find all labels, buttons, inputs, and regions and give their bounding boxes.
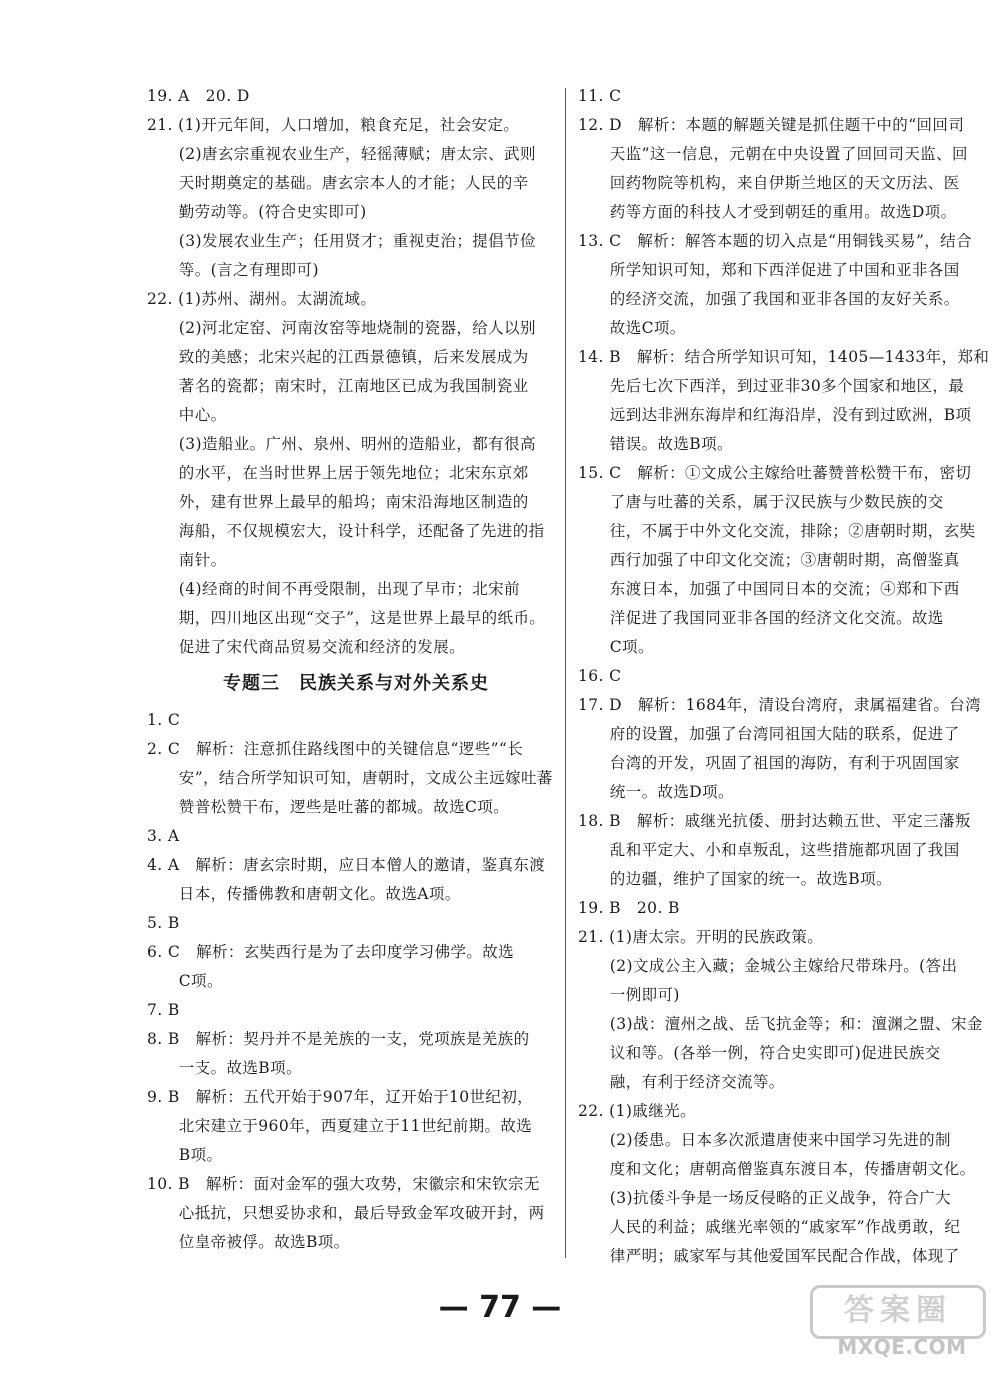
answer-line: 一支。故选B项。 <box>147 1059 302 1077</box>
answer-line: 中心。 <box>147 406 227 424</box>
right-answers <box>578 82 996 1271</box>
answer-line: 勤劳动等。(符合史实即可) <box>147 203 367 221</box>
answer-line: 5. B <box>147 914 180 932</box>
answer-line: 人民的利益；戚继光率领的“戚家军”作战勇敢，纪 <box>578 1218 961 1236</box>
answer-line: (3)战：澶州之战、岳飞抗金等；和：澶渊之盟、宋金 <box>578 1015 983 1033</box>
answer-line: 远到达非洲东海岸和红海沿岸，没有到过欧洲，B项 <box>578 406 972 424</box>
answer-line: (2)文成公主入藏；金城公主嫁给尺带珠丹。(答出 <box>578 957 958 975</box>
left-answers-bottom <box>147 706 565 1257</box>
answer-line: 了唐与吐蕃的关系，属于汉民族与少数民族的交 <box>578 493 944 511</box>
answer-line: 天监”这一信息，元朝在中央设置了回回司天监、回 <box>578 145 968 163</box>
answer-line: 期，四川地区出现“交子”，这是世界上最早的纸币。 <box>147 609 546 627</box>
answer-line: 日本，传播佛教和唐朝文化。故选A项。 <box>147 885 461 903</box>
column-divider <box>565 88 566 1258</box>
answer-line: 21. (1)开元年间，人口增加，粮食充足，社会安定。 <box>147 116 520 134</box>
answer-line: 往，不属于中外文化交流，排除；②唐朝时期，玄奘 <box>578 522 976 540</box>
answer-line: 错误。故选B项。 <box>578 435 733 453</box>
answer-line: 15. C 解析：①文成公主嫁给吐蕃赞普松赞干布，密切 <box>578 464 972 482</box>
answer-line: 东渡日本，加强了中国同日本的交流；④郑和下西 <box>578 580 960 598</box>
answer-line: 致的美感；北宋兴起的江西景德镇，后来发展成为 <box>147 348 529 366</box>
answer-line: 乱和平定大、小和卓叛乱，这些措施都巩固了我国 <box>578 841 960 859</box>
answer-line: 12. D 解析：本题的解题关键是抓住题干中的“回回司 <box>578 116 965 134</box>
answer-line: 22. (1)戚继光。 <box>578 1102 696 1120</box>
answer-line: 2. C 解析：注意抓住路线图中的关键信息“逻些”“长 <box>147 740 524 758</box>
answer-line: 统一。故选D项。 <box>578 783 734 801</box>
answer-line: 19. B 20. B <box>578 899 680 917</box>
answer-line: 21. (1)唐太宗。开明的民族政策。 <box>578 928 824 946</box>
section-title: 专题三 民族关系与对外关系史 <box>223 673 489 694</box>
answer-line: 位皇帝被俘。故选B项。 <box>147 1233 350 1251</box>
answer-line: 1. C <box>147 711 181 729</box>
answer-line: 故选C项。 <box>578 319 686 337</box>
left-column <box>147 82 565 1257</box>
answer-line: 3. A <box>147 827 180 845</box>
answer-line: 4. A 解析：唐玄宗时期，应日本僧人的邀请，鉴真东渡 <box>147 856 546 874</box>
answer-line: 8. B 解析：契丹并不是羌族的一支，党项族是羌族的 <box>147 1030 530 1048</box>
answer-line: 西行加强了中印文化交流；③唐朝时期，高僧鉴真 <box>578 551 960 569</box>
answer-line: 天时期奠定的基础。唐玄宗本人的才能；人民的辛 <box>147 174 529 192</box>
answer-line: (2)唐玄宗重视农业生产，轻徭薄赋；唐太宗、武则 <box>147 145 536 163</box>
answer-line: 等。(言之有理即可) <box>147 261 319 279</box>
answer-line: (2)河北定窑、河南汝窑等地烧制的瓷器，给人以别 <box>147 319 536 337</box>
answer-line: 6. C 解析：玄奘西行是为了去印度学习佛学。故选 <box>147 943 515 961</box>
page-number: — 77 — <box>438 1290 562 1325</box>
answer-line: (3)抗倭斗争是一场反侵略的正义战争，符合广大 <box>578 1189 951 1207</box>
watermark-badge: 答案圈 <box>810 1285 986 1339</box>
answer-line: 南针。 <box>147 551 227 569</box>
watermark-logo <box>810 1285 990 1365</box>
answer-line: B项。 <box>147 1146 223 1164</box>
watermark-url: MXQE.COM <box>837 1335 967 1359</box>
answer-line: 11. C <box>578 87 622 105</box>
answer-line: 府的设置，加强了台湾同祖国大陆的联系，促进了 <box>578 725 960 743</box>
answer-line: (4)经商的时间不再受限制，出现了早市；北宋前 <box>147 580 520 598</box>
answer-line: 所学知识可知，郑和下西洋促进了中国和亚非各国 <box>578 261 960 279</box>
answer-line: 的水平，在当时世界上居于领先地位；北宋东京郊 <box>147 464 529 482</box>
answer-line: 18. B 解析：戚继光抗倭、册封达赖五世、平定三藩叛 <box>578 812 971 830</box>
answer-line: 的边疆，维护了国家的统一。故选B项。 <box>578 870 892 888</box>
answer-line: (2)倭患。日本多次派遣唐使来中国学习先进的制 <box>578 1131 951 1149</box>
answer-line: 洋促进了我国同亚非各国的经济文化交流。故选 <box>578 609 944 627</box>
answer-line: 17. D 解析：1684年，清设台湾府，隶属福建省。台湾 <box>578 696 982 714</box>
answer-line: 心抵抗，只想妥协求和，最后导致金军攻破开封，两 <box>147 1204 545 1222</box>
answer-line: 22. (1)苏州、湖州。太湖流域。 <box>147 290 377 308</box>
answer-line: 9. B 解析：五代开始于907年，辽开始于10世纪初， <box>147 1088 534 1106</box>
answer-line: 促进了宋代商品贸易交流和经济的发展。 <box>147 638 466 656</box>
answer-line: 13. C 解析：解答本题的切入点是“用铜钱买易”，结合 <box>578 232 972 250</box>
answer-line: 外，建有世界上最早的船坞；南宋沿海地区制造的 <box>147 493 529 511</box>
answer-line: 融，有利于经济交流等。 <box>578 1073 785 1091</box>
answer-line: 回药物院等机构，来自伊斯兰地区的天文历法、医 <box>578 174 960 192</box>
answer-line: 台湾的开发，巩固了祖国的海防，有利于巩固国家 <box>578 754 960 772</box>
answer-line: 一例即可) <box>578 986 680 1004</box>
answer-line: (3)造船业。广州、泉州、明州的造船业，都有很高 <box>147 435 536 453</box>
answer-line: 14. B 解析：结合所学知识可知，1405—1433年，郑和 <box>578 348 990 366</box>
answer-line: 安”，结合所学知识可知，唐朝时，文成公主远嫁吐蕃 <box>147 769 553 787</box>
answer-line: 16. C <box>578 667 622 685</box>
answer-line: 的经济交流，加强了我国和亚非各国的友好关系。 <box>578 290 960 308</box>
answer-line: 度和文化；唐朝高僧鉴真东渡日本，传播唐朝文化。 <box>578 1160 976 1178</box>
answer-line: 赞普松赞干布，逻些是吐蕃的都城。故选C项。 <box>147 798 510 816</box>
answer-line: 议和等。(各举一例，符合史实即可)促进民族交 <box>578 1044 941 1062</box>
answer-line: C项。 <box>147 972 223 990</box>
answer-line: 律严明；戚家军与其他爱国军民配合作战，体现了 <box>578 1247 960 1265</box>
answer-line: 19. A 20. D <box>147 87 250 105</box>
answer-line: 先后七次下西洋，到过亚非30多个国家和地区，最 <box>578 377 965 395</box>
answer-line: 10. B 解析：面对金军的强大攻势，宋徽宗和宋钦宗无 <box>147 1175 540 1193</box>
answer-line: 药等方面的科技人才受到朝廷的重用。故选D项。 <box>578 203 957 221</box>
right-column <box>578 82 996 1271</box>
answer-line: (3)发展农业生产；任用贤才；重视吏治；提倡节俭 <box>147 232 536 250</box>
answer-line: C项。 <box>578 638 654 656</box>
answer-line: 北宋建立于960年，西夏建立于11世纪前期。故选 <box>147 1117 533 1135</box>
answer-line: 著名的瓷都；南宋时，江南地区已成为我国制瓷业 <box>147 377 529 395</box>
left-answers-top <box>147 82 565 662</box>
answer-line: 7. B <box>147 1001 180 1019</box>
answer-line: 海船，不仅规模宏大，设计科学，还配备了先进的指 <box>147 522 545 540</box>
